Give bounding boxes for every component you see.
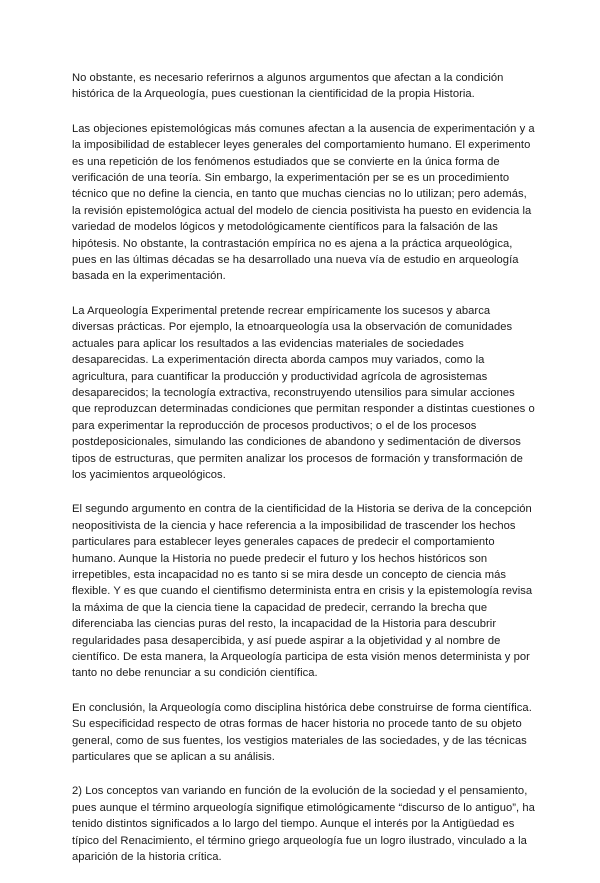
text-line: verificación de una teoría. Sin embargo, la experimentación per se es un procedimiento [72,172,510,185]
text-line: irrepetibles, esta incapacidad no es tanto si se mira desde un concepto de ciencia más [72,568,507,581]
text-line: es una repetición de los fenómenos estudiados que se convierte en la única forma de [72,155,500,168]
text-line: técnico que no define la ciencia, en tanto que muchas ciencias no lo utilizan; pero además, [72,188,527,201]
text-line: típico del Renacimiento, el término griego arqueología fue un logro ilustrado, vinculado a la [72,834,527,847]
text-line: En conclusión, la Arqueología como disciplina histórica debe construirse de forma científica. [72,701,532,714]
text-line: pues en las últimas décadas se ha desarrollado una nueva vía de estudio en arqueología [72,254,519,267]
text-line: particulares que se aplican a su análisis. [72,751,275,764]
text-line: 2) Los conceptos van variando en función de la evolución de la sociedad y el pensamiento, [72,785,528,798]
text-line: desaparecidas. La experimentación directa aborda campos muy variados, como la [72,354,485,367]
text-line: flexible. Y es que cuando el cientifismo determinista entra en crisis y la epistemología revisa [72,585,533,598]
paragraph-experimental-archaeology [72,303,535,483]
text-line: la revisión epistemológica actual del modelo de ciencia positivista ha puesto en evidencia la [72,204,532,217]
text-line: aparición de la historia crítica. [72,851,222,864]
text-line: La Arqueología Experimental pretende recrear empíricamente los sucesos y abarca [72,304,491,317]
text-line: desaparecidos; la tecnología extractiva, reconstruyendo utensilios para simular acciones [72,386,515,399]
text-line: la máxima de que la ciencia tiene la capacidad de predecir, cerrando la brecha que [72,601,488,614]
text-line: científico. De esta manera, la Arqueología participa de esta visión menos determinista y por [72,651,530,663]
text-line: pues aunque el término arqueología signifique etimológicamente “discurso de lo antiguo”, ha [72,801,535,814]
text-line: para experimentar la reproducción de procesos productivos; o el de los procesos [72,419,477,432]
text-line: variedad de modelos lógicos y metodológicamente científicos para la falsación de las [72,221,498,234]
text-line: No obstante, es necesario referirnos a algunos argumentos que afectan a la condición [72,72,504,84]
text-line: tipos de estructuras, que permiten analizar los procesos de formación y transformación de [72,452,523,465]
text-line: diferenciaba las ciencias puras del resto, la incapacidad de la Historia para descubrir [72,618,497,631]
text-line: los yacimientos arqueológicos. [72,468,226,481]
text-line: diversas prácticas. Por ejemplo, la etnoarqueología usa la observación de comunidades [72,321,513,334]
paragraph-conclusion [72,700,532,766]
text-line: general, como de sus fuentes, los vestigios materiales de las sociedades, y de las técnicas [72,734,527,747]
text-line: actuales para aplicar los resultados a las evidencias materiales de sociedades [72,337,464,350]
text-line: postdeposicionales, simulando las condiciones de abandono y sedimentación de diversos [72,436,521,449]
text-line: Las objeciones epistemológicas más comunes afectan a la ausencia de experimentación y a [72,122,535,135]
paragraph-concepts [72,783,535,865]
text-line: histórica de la Arqueología, pues cuestionan la cientificidad de la propia Historia. [72,88,475,101]
text-line: basada en la experimentación. [72,270,226,283]
text-line: particulares para establecer leyes generales capaces de predecir el comportamiento [72,536,495,549]
text-line: El segundo argumento en contra de la cientificidad de la Historia se deriva de la concepción [72,503,532,516]
text-line: agricultura, para cuantificar la producción y productividad agrícola de agrosistemas [72,370,488,383]
text-line: Su especificidad respecto de otras formas de hacer historia no procede tanto de su objeto [72,718,522,731]
paragraph-intro [72,70,532,103]
text-line: neopositivista de la ciencia y hace referencia a la imposibilidad de trascender los hechos [72,519,516,532]
text-line: que reproduzcan determinadas condiciones que permitan responder a distintas cuestiones o [72,403,535,416]
text-line: tenido distintos significados a lo largo del tiempo. Aunque el interés por la Antigüedad es [72,818,515,831]
document-page [72,70,535,883]
text-line: tanto no debe renunciar a su condición científica. [72,667,318,680]
text-line: humano. Aunque la Historia no puede predecir el futuro y los hechos históricos son [72,552,488,565]
paragraph-epistemological-objections [72,121,535,285]
text-line: hipótesis. No obstante, la contrastación empírica no es ajena a la práctica arqueológica, [72,237,513,250]
text-line: la imposibilidad de establecer leyes generales del comportamiento humano. El experimento [72,139,531,152]
text-line: regularidades pasa desapercibida, y así puede aspirar a la objetividad y al nombre de [72,634,501,647]
paragraph-second-argument [72,501,532,681]
